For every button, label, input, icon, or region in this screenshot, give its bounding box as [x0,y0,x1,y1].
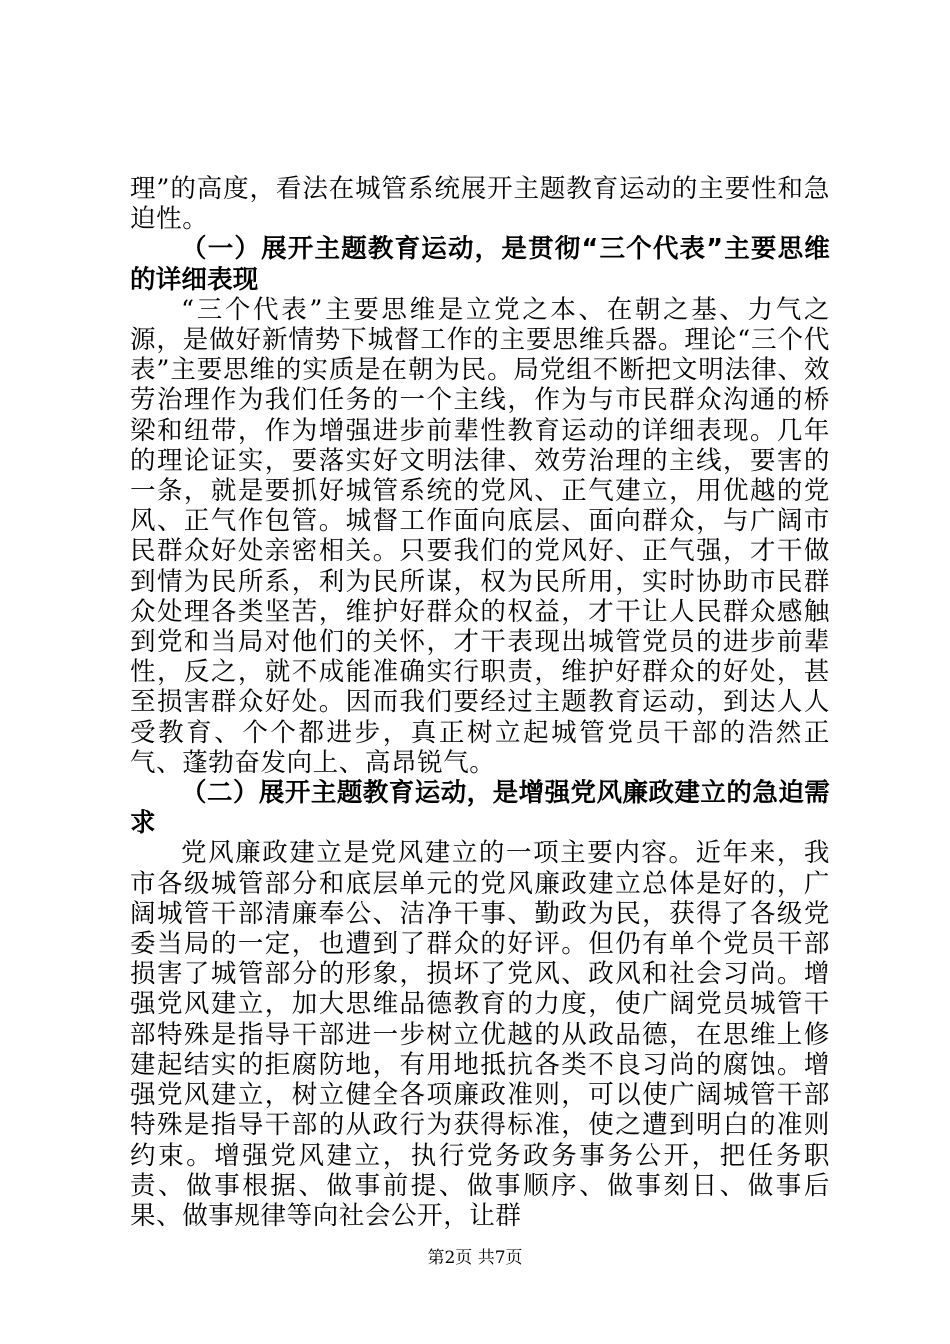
section-heading-2: （二）展开主题教育运动，是增强党风廉政建立的急迫需求 [130,778,830,839]
paragraph-party-style: 党风廉政建立是党风建立的一项主要内容。近年来，我市各级城管部分和底层单元的党风廉政建立总体是好的，广阔城管干部清廉奉公、洁净干事、勤政为民，获得了各级党委当局的一定，也遭到了群众的好评。但仍有单个党员干部损害了城管部分的形象，损坏了党风、政风和社会习尚。增强党风建立，加大思维品德教育的力度，使广阔党员城管干部特殊是指导干部进一步树立优越的从政品德，在思维上修建起结实的拒腐防地，有用地抵抗各类不良习尚的腐蚀。增强党风建立，树立健全各项廉政准则，可以使广阔城管干部特殊是指导干部的从政行为获得标准，使之遭到明白的准则约束。增强党风建立，执行党务政务事务公开，把任务职责、做事根据、做事前提、做事顺序、做事刻日、做事后果、做事规律等向社会公开，让群 [130,838,830,1231]
paragraph-three-represents: “三个代表”主要思维是立党之本、在朝之基、力气之源，是做好新情势下城督工作的主要思维兵器。理论“三个代表”主要思维的实质是在朝为民。局党组不断把文明法律、效劳治理作为我们任务的一个主线，作为与市民群众沟通的桥梁和纽带，作为增强进步前辈性教育运动的详细表现。几年的理论证实，要落实好文明法律、效劳治理的主线，要害的一条，就是要抓好城管系统的党风、正气建立，用优越的党风、正气作包管。城督工作面向底层、面向群众，与广阔市民群众好处亲密相关。只要我们的党风好、正气强，才干做到情为民所系，利为民所谋，权为民所用，实时协助市民群众处理各类坚苦，维护好群众的权益，才干让人民群众感触到党和当局对他们的关怀，才干表现出城管党员的进步前辈性，反之，就不成能准确实行职责，维护好群众的好处，甚至损害群众好处。因而我们要经过主题教育运动，到达人人受教育、个个都进步，真正树立起城管党员干部的浩然正气、蓬勃奋发向上、高昂锐气。 [130,294,830,778]
page-footer: 第2页 共7页 [427,1248,523,1268]
paragraph-continued: 理”的高度，看法在城管系统展开主题教育运动的主要性和急迫性。 [130,174,830,235]
document-page [130,174,830,1231]
section-heading-1: （一）展开主题教育运动，是贯彻“三个代表”主要思维的详细表现 [130,234,830,295]
